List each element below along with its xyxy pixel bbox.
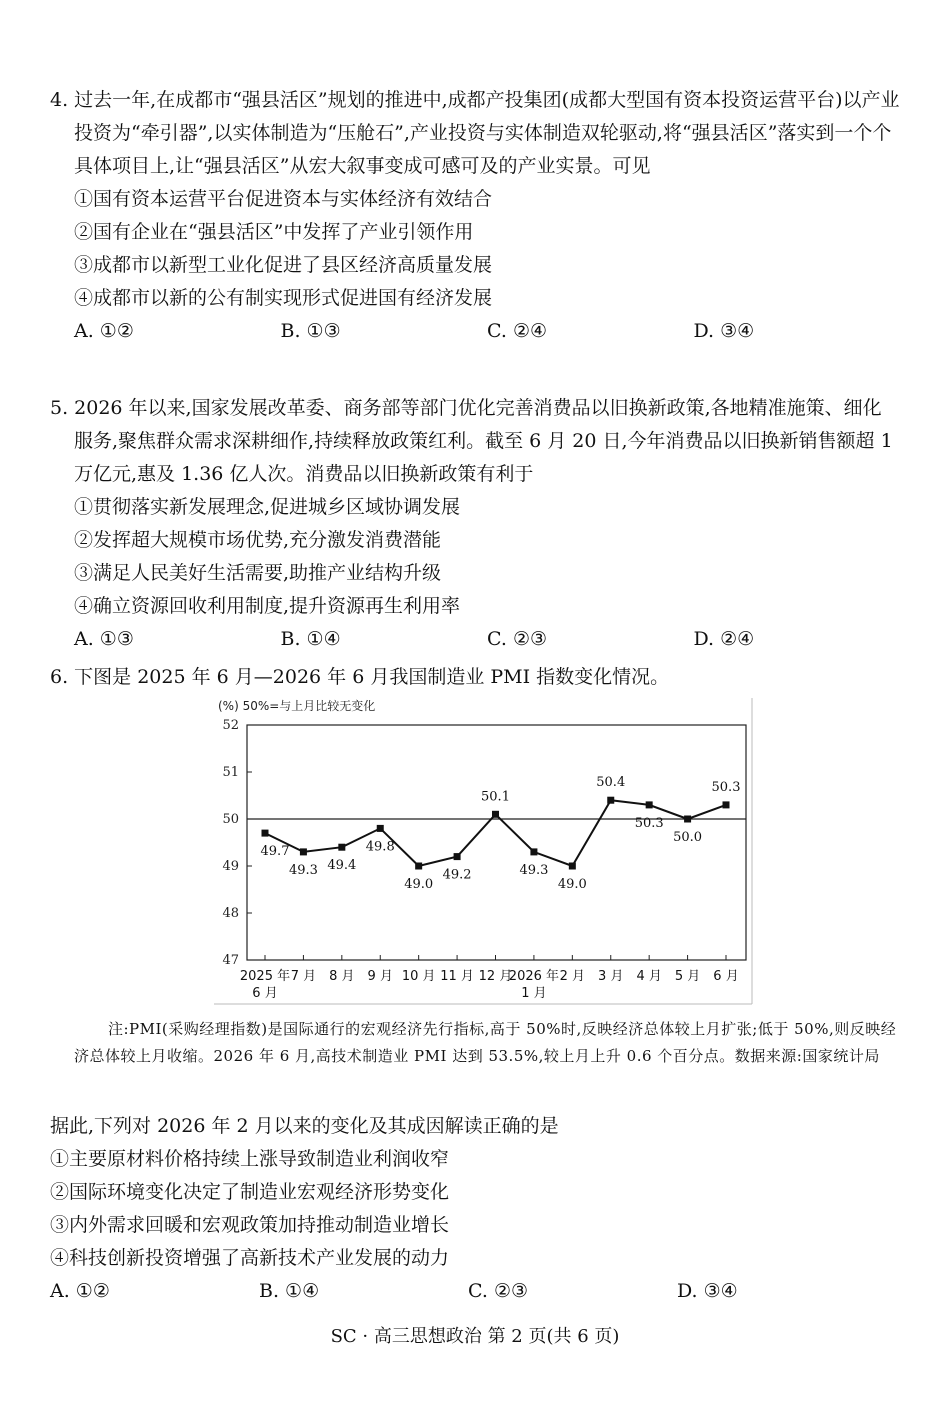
question-5-option: ③满足人民美好生活需要,助推产业结构升级 bbox=[74, 562, 442, 584]
question-4-option: ①国有资本运营平台促进资本与实体经济有效结合 bbox=[74, 188, 493, 210]
data-label: 50.4 bbox=[596, 775, 626, 791]
question-6-choices bbox=[50, 1275, 900, 1308]
data-label: 49.4 bbox=[327, 858, 357, 874]
x-tick-label-line2: 1 月 bbox=[521, 986, 547, 1001]
data-point bbox=[530, 848, 537, 855]
x-tick-label: 7 月 bbox=[290, 969, 317, 984]
x-tick-label: 2026 年 bbox=[508, 969, 560, 984]
pmi-line-chart bbox=[210, 694, 755, 1006]
y-tick-label: 47 bbox=[222, 953, 239, 968]
data-label: 50.3 bbox=[634, 815, 664, 831]
question-6-option: ①主要原材料价格持续上涨导致制造业利润收窄 bbox=[50, 1148, 450, 1170]
data-point bbox=[607, 797, 614, 804]
question-4-option: ②国有企业在“强县活区”中发挥了产业引领作用 bbox=[74, 221, 474, 243]
x-tick-label: 2 月 bbox=[559, 969, 586, 984]
data-point bbox=[300, 848, 307, 855]
choice-a: A. ①② bbox=[74, 320, 134, 342]
data-point bbox=[338, 844, 345, 851]
data-point bbox=[262, 830, 269, 837]
data-point bbox=[569, 863, 576, 870]
data-label: 50.1 bbox=[481, 789, 510, 805]
x-tick-label: 9 月 bbox=[367, 969, 393, 984]
x-tick-label: 11 月 bbox=[440, 969, 474, 984]
data-label: 49.0 bbox=[404, 877, 434, 892]
question-6-stem: 6. 下图是 2025 年 6 月—2026 年 6 月我国制造业 PMI 指数变化情况。 bbox=[50, 666, 670, 688]
choice-a: A. ①③ bbox=[74, 628, 134, 650]
y-tick-label: 51 bbox=[222, 765, 239, 780]
plot-area bbox=[247, 725, 746, 960]
chart-note bbox=[74, 1016, 900, 1070]
x-tick-label-line2: 6 月 bbox=[252, 986, 278, 1001]
choice-b: B. ①③ bbox=[280, 320, 341, 342]
data-label: 50.0 bbox=[673, 830, 703, 845]
data-label: 49.3 bbox=[288, 862, 318, 878]
x-tick-label: 3 月 bbox=[598, 969, 624, 984]
choice-d: D. ③④ bbox=[693, 320, 755, 342]
y-tick-label: 48 bbox=[222, 906, 239, 921]
question-6-option: ③内外需求回暖和宏观政策加持推动制造业增长 bbox=[50, 1214, 450, 1236]
y-tick-label: 52 bbox=[222, 718, 239, 733]
pmi-series-line bbox=[265, 800, 726, 866]
data-point bbox=[377, 825, 384, 832]
data-point bbox=[415, 863, 422, 870]
question-5 bbox=[50, 392, 900, 656]
question-4 bbox=[50, 84, 900, 348]
x-tick-label: 6 月 bbox=[713, 969, 739, 984]
y-tick-label: 49 bbox=[222, 859, 239, 874]
choice-d: D. ③④ bbox=[677, 1280, 738, 1302]
choice-b: B. ①④ bbox=[259, 1280, 320, 1302]
question-5-choices bbox=[50, 623, 900, 656]
x-tick-label: 2025 年 bbox=[239, 969, 291, 984]
x-tick-label: 5 月 bbox=[674, 969, 701, 984]
question-5-stem: 5. 2026 年以来,国家发展改革委、商务部等部门优化完善消费品以旧换新政策,各地精准施策、细化服务,聚焦群众需求深耕细作,持续释放政策红利。截至 6 月 20 日,今年消费品以旧换新销售额超 1 万亿元,惠及 1.36 亿人次。消费品以旧换新政策有利于 bbox=[50, 397, 893, 485]
data-label: 49.7 bbox=[260, 844, 290, 860]
question-6-stem-block bbox=[50, 661, 900, 694]
x-tick-label: 12 月 bbox=[478, 969, 513, 984]
choice-c: C. ②③ bbox=[468, 1280, 529, 1302]
question-4-stem: 4. 过去一年,在成都市“强县活区”规划的推进中,成都产投集团(成都大型国有资本投资运营平台)以产业投资为“牵引器”,以实体制造为“压舱石”,产业投资与实体制造双轮驱动,将“强县活区”落实到一个个具体项目上,让“强县活区”从宏大叙事变成可感可及的产业实景。可见 bbox=[50, 89, 900, 177]
data-label: 50.3 bbox=[711, 779, 741, 795]
choice-a: A. ①② bbox=[50, 1280, 110, 1302]
data-label: 49.8 bbox=[365, 839, 395, 855]
choice-b: B. ①④ bbox=[280, 628, 341, 650]
data-label: 49.2 bbox=[442, 867, 472, 883]
question-4-choices bbox=[50, 315, 900, 348]
y-tick-label: 50 bbox=[222, 812, 239, 827]
choice-c: C. ②④ bbox=[487, 320, 548, 342]
question-5-option: ①贯彻落实新发展理念,促进城乡区域协调发展 bbox=[74, 496, 461, 518]
data-point bbox=[454, 853, 461, 860]
question-6-option: ②国际环境变化决定了制造业宏观经济形势变化 bbox=[50, 1181, 450, 1203]
choice-d: D. ②④ bbox=[693, 628, 755, 650]
data-label: 49.3 bbox=[519, 862, 549, 878]
y-axis-label: (%) 50%=与上月比较无变化 bbox=[218, 699, 376, 713]
x-tick-label: 8 月 bbox=[329, 969, 355, 984]
question-4-option: ③成都市以新型工业化促进了县区经济高质量发展 bbox=[74, 254, 493, 276]
choice-c: C. ②③ bbox=[487, 628, 548, 650]
data-point bbox=[646, 801, 653, 808]
question-6-question: 据此,下列对 2026 年 2 月以来的变化及其成因解读正确的是 bbox=[50, 1115, 559, 1137]
data-point bbox=[492, 811, 499, 818]
question-4-option: ④成都市以新的公有制实现形式促进国有经济发展 bbox=[74, 287, 493, 309]
chart-note-text: 注:PMI(采购经理指数)是国际通行的宏观经济先行指标,高于 50%时,反映经济总体较上月扩张;低于 50%,则反映经济总体较上月收缩。2026 年 6 月,高技术制造业 PMI 达到 53.5%,较上月上升 0.6 个百分点。数据来源:国家统计局 bbox=[74, 1020, 897, 1065]
data-point bbox=[684, 816, 691, 823]
x-tick-label: 10 月 bbox=[401, 969, 436, 984]
data-label: 49.0 bbox=[557, 877, 587, 892]
x-tick-label: 4 月 bbox=[636, 969, 662, 984]
question-6 bbox=[50, 1110, 900, 1308]
page-footer: SC · 高三思想政治 第 2 页(共 6 页) bbox=[330, 1326, 620, 1347]
question-5-option: ④确立资源回收利用制度,提升资源再生利用率 bbox=[74, 595, 461, 617]
question-5-option: ②发挥超大规模市场优势,充分激发消费潜能 bbox=[74, 529, 442, 551]
data-point bbox=[723, 801, 730, 808]
question-6-option: ④科技创新投资增强了高新技术产业发展的动力 bbox=[50, 1247, 450, 1269]
